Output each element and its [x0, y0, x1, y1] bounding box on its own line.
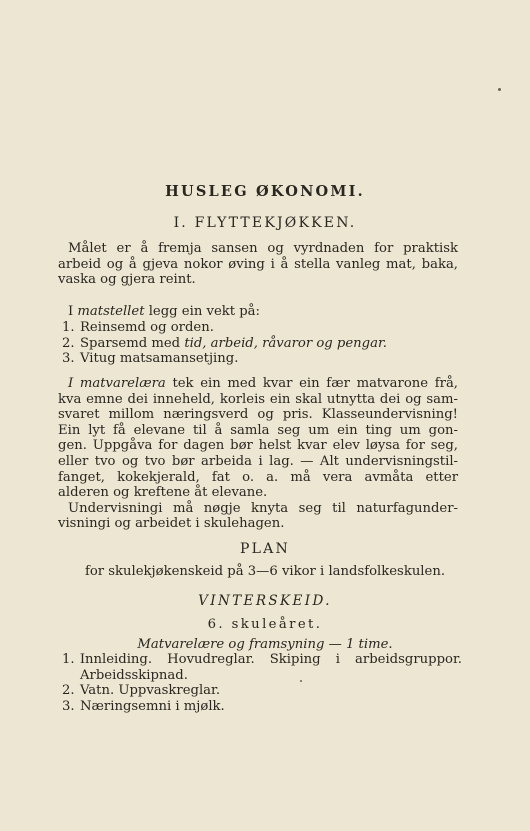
term-italic: I matvarelæra [68, 376, 166, 391]
text-line: visningi og arbeidet i skulehagen. [58, 516, 285, 532]
term-italic: matstellet [77, 304, 145, 319]
item-text: Sparsemd med [80, 335, 181, 351]
item-text: Vatn. Uppvaskreglar. [80, 683, 221, 699]
text-line: eller tvo og tvo bør arbeida i lag. — Alt undervisningstil- [58, 453, 458, 469]
list-item [62, 351, 462, 367]
text-line: vaska og gjera reint. [58, 272, 196, 288]
text-line: fanget, kokekjerald, fat o. a. må vera avmåta etter [58, 469, 458, 485]
list-item [62, 652, 462, 668]
text-line: alderen og kreftene åt elevane. [58, 485, 268, 501]
item-text: Reinsemd og orden. [80, 320, 214, 335]
list-item [62, 320, 462, 336]
section-title: I. FLYTTEKJØKKEN. [173, 215, 357, 231]
item-text: Innleiding. Hovudreglar. Skiping i arbeidsgruppor. [79, 652, 462, 667]
item-number: 2. [62, 335, 75, 351]
vinterskeid-heading: VINTERSKEID. [198, 593, 332, 609]
item-number: 3. [62, 698, 75, 714]
item-text: Arbeidsskipnad. [80, 667, 188, 683]
topic-list [62, 652, 462, 714]
list-item [62, 699, 462, 715]
text-line: svaret millom næringsverd og pris. Klasseundervisning! [58, 407, 458, 423]
school-year: 6. skuleåret. [207, 617, 323, 632]
text-line: arbeid og å gjeva nokor øving i å stella vanleg mat, baka, [58, 256, 458, 272]
matstellet-intro [58, 304, 458, 320]
list-item [62, 336, 462, 352]
text-line: gen. Uppgåva for dagen bør helst kvar elev løysa for seg, [58, 438, 458, 454]
list-item-continuation [62, 668, 462, 684]
text-line: kva emne dei inneheld, korleis ein skal utnytta dei og sam- [58, 391, 458, 407]
item-number: 3. [62, 351, 75, 367]
item-text: Næringsemni i mjølk. [80, 698, 225, 714]
list-item [62, 683, 462, 699]
item-number: 1. [62, 320, 75, 335]
text-line: Undervisningi må nøgje knyta seg til naturfagunder- [68, 500, 458, 516]
matstellet-list [62, 320, 462, 367]
text: I [68, 304, 74, 319]
topic-heading: Matvarelære og framsyning — 1 time. [137, 637, 393, 652]
text: legg ein vekt på: [148, 304, 260, 319]
plan-title: PLAN [240, 541, 290, 557]
item-text-italic: tid, arbeid, råvaror og pengar. [184, 335, 387, 351]
plan-subtitle: for skulekjøkenskeid på 3—6 vikor i landsfolkeskulen. [84, 564, 446, 579]
text-line: Målet er å fremja sansen og vyrdnaden for praktisk [68, 241, 458, 256]
item-number: 1. [62, 652, 75, 667]
item-text: Vitug matsamansetjing. [80, 351, 239, 367]
page-heading: HUSLEG ØKONOMI. [165, 183, 365, 200]
text-line: Ein lyt få elevane til å samla seg um ein ting um gon- [58, 422, 458, 438]
matvarelaera-paragraph [58, 376, 458, 532]
text: tek ein med kvar ein fær matvarone frå, [172, 376, 458, 391]
item-number: 2. [62, 683, 75, 699]
paper-speck [498, 88, 501, 91]
intro-paragraph [58, 241, 458, 288]
